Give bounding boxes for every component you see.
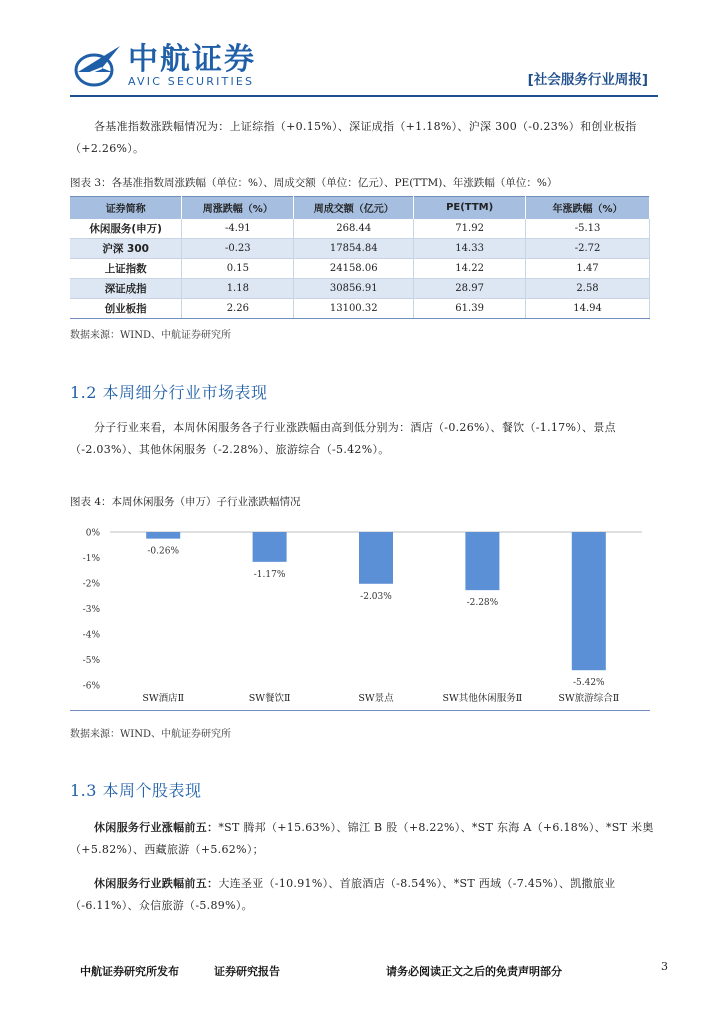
table-cell: 1.47 [526, 259, 650, 279]
table-header-cell: PE(TTM) [414, 197, 526, 219]
y-tick-label: -6% [82, 681, 100, 692]
table-cell: 14.94 [526, 299, 650, 319]
category-label: SW其他休闲服务Ⅱ [442, 693, 523, 704]
avic-logo [72, 42, 292, 92]
table-header-cell: 年涨跌幅（%） [526, 197, 650, 219]
bar-2 [253, 532, 287, 562]
top-losers-text: 大连圣亚（-10.91%）、首旅酒店（-8.54%）、*ST 西域（-7.45%）、凯撒旅业（-6.11%）、众信旅游（-5.89%）。 [70, 877, 616, 912]
table3-caption: 图表 3：各基准指数周涨跌幅（单位：%）、周成交额（单位：亿元）、PE(TTM)、年涨跌幅（单位：%） [70, 177, 558, 189]
table-cell: 休闲服务(申万) [70, 219, 182, 239]
logo-text-cn: 中航证券 [128, 42, 256, 77]
table-cell: 268.44 [294, 219, 414, 239]
table-row [70, 259, 650, 279]
y-tick-label: -3% [82, 605, 100, 615]
y-tick-label: -1% [82, 554, 100, 564]
table-cell: 14.22 [414, 259, 526, 279]
category-label: SW景点 [358, 693, 394, 704]
table3-source: 数据来源：WIND、中航证券研究所 [70, 330, 231, 341]
header-divider [70, 95, 658, 97]
top-gainers-text: *ST 腾邦（+15.63%）、锦江 B 股（+8.22%）、*ST 东海 A（+6.18%）、*ST 米奥（+5.82%）、西藏旅游（+5.62%）； [70, 821, 654, 856]
table-cell: 创业板指 [70, 299, 182, 319]
table-cell: -0.23 [182, 239, 294, 259]
report-type-label: [社会服务行业周报] [527, 72, 648, 88]
table-cell: 深证成指 [70, 279, 182, 299]
table-header-cell: 周成交额（亿元） [294, 197, 414, 219]
table-cell: 17854.84 [294, 239, 414, 259]
table-cell: 28.97 [414, 279, 526, 299]
table-cell: 2.26 [182, 299, 294, 319]
top-losers-paragraph [70, 873, 656, 917]
table-cell: 0.15 [182, 259, 294, 279]
data-label: -2.28% [466, 598, 499, 609]
footer-report-kind: 证券研究报告 [214, 965, 280, 978]
y-tick-label: -5% [82, 656, 100, 666]
table-cell: 13100.32 [294, 299, 414, 319]
table-row [70, 219, 650, 239]
chart4-caption: 图表 4：本周休闲服务（申万）子行业涨跌幅情况 [70, 496, 301, 508]
table-cell: -5.13 [526, 219, 650, 239]
data-label: -1.17% [253, 569, 286, 580]
table-cell: 24158.06 [294, 259, 414, 279]
chart4-source: 数据来源：WIND、中航证券研究所 [70, 729, 231, 740]
top-losers-label: 休闲服务行业跌幅前五： [94, 877, 219, 890]
category-label: SW酒店Ⅱ [142, 693, 185, 704]
page-number: 3 [661, 960, 668, 973]
table-cell: -2.72 [526, 239, 650, 259]
subsector-change-bar-chart [70, 517, 650, 711]
data-label: -2.03% [360, 591, 392, 602]
bar-1 [146, 532, 180, 539]
section-title-1-3: 1.3 本周个股表现 [70, 781, 202, 800]
table-row [70, 299, 650, 319]
table-header-row [70, 197, 650, 219]
category-label: SW旅游综合Ⅱ [558, 693, 620, 704]
table-header-cell: 周涨跌幅（%） [182, 197, 294, 219]
bar-4 [465, 532, 499, 590]
bar-3 [359, 532, 393, 584]
top-gainers-label: 休闲服务行业涨幅前五： [94, 821, 219, 834]
y-tick-label: 0% [85, 528, 100, 539]
chart-container [70, 517, 650, 711]
page-header [0, 0, 724, 100]
table-cell: 14.33 [414, 239, 526, 259]
section-1-2-paragraph: 分子行业来看，本周休闲服务各子行业涨跌幅由高到低分别为：酒店（-0.26%）、餐饮（-1.17%）、景点（-2.03%）、其他休闲服务（-2.28%）、旅游综合（-5.42%）。 [70, 421, 616, 456]
y-tick-label: -2% [82, 579, 100, 590]
table-cell: 2.58 [526, 279, 650, 299]
footer-publisher: 中航证券研究所发布 [80, 965, 179, 978]
benchmark-index-table [70, 196, 650, 319]
plane-logo-icon [72, 42, 124, 88]
section-title-1-2: 1.2 本周细分行业市场表现 [70, 383, 268, 402]
table-cell: 30856.91 [294, 279, 414, 299]
data-label: -0.26% [147, 546, 180, 557]
table-row [70, 279, 650, 299]
table-row [70, 239, 650, 259]
page-footer [0, 950, 724, 980]
table-cell: -4.91 [182, 219, 294, 239]
table-cell: 沪深 300 [70, 239, 182, 259]
top-gainers-paragraph [70, 817, 656, 861]
table-cell: 1.18 [182, 279, 294, 299]
table-cell: 上证指数 [70, 259, 182, 279]
bar-5 [572, 532, 606, 670]
intro-paragraph: 各基准指数涨跌幅情况为：上证综指（+0.15%）、深证成指（+1.18%）、沪深 300（-0.23%）和创业板指（+2.26%）。 [70, 120, 637, 155]
category-label: SW餐饮Ⅱ [248, 693, 291, 704]
logo-text-en: AVIC SECURITIES [128, 75, 255, 88]
table-header-cell: 证券简称 [70, 197, 182, 219]
data-label: -5.42% [572, 678, 605, 689]
table-cell: 71.92 [414, 219, 526, 239]
y-tick-label: -4% [82, 630, 100, 641]
table-cell: 61.39 [414, 299, 526, 319]
footer-disclaimer-note: 请务必阅读正文之后的免责声明部分 [386, 965, 562, 978]
